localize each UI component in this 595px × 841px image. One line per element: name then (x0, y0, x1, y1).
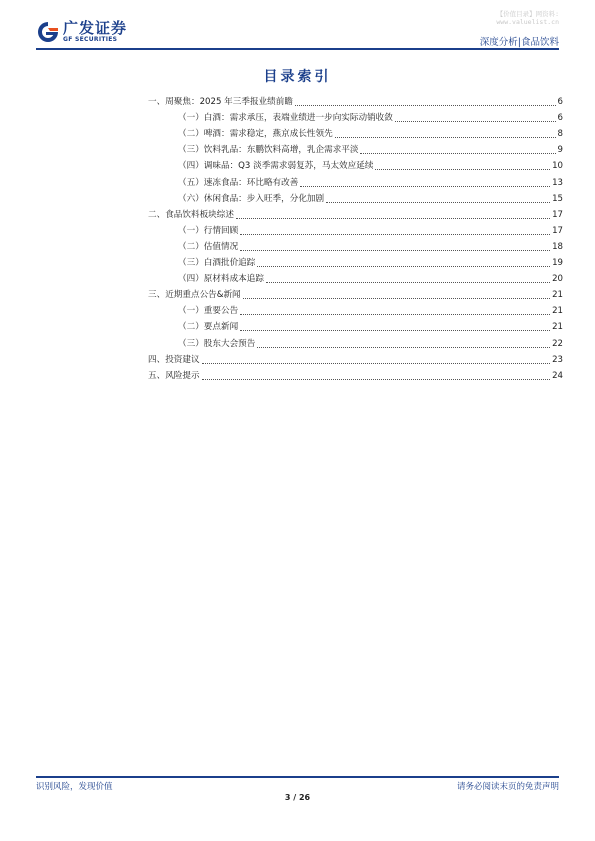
toc-entry-page: 6 (557, 113, 563, 124)
toc-entry-page: 17 (552, 209, 563, 220)
toc-entry[interactable] (148, 205, 563, 221)
toc-entry[interactable] (148, 269, 563, 285)
toc-leader-dots (257, 265, 550, 267)
toc-leader-dots (295, 104, 556, 106)
report-type: 深度分析|食品饮料 (479, 37, 559, 48)
footer-disclaimer: 请务必阅读末页的免责声明 (456, 782, 559, 792)
toc-entry-label: 四、投资建议 (148, 354, 200, 365)
watermark-line-2: www.valuelist.cn (496, 18, 559, 26)
toc-entry-label: （三）股东大会预告 (178, 338, 256, 349)
toc-leader-dots (335, 136, 556, 138)
toc-entry[interactable] (148, 92, 563, 108)
toc-leader-dots (240, 313, 550, 315)
toc-entry-label: （三）饮料乳品：东鹏饮料高增，乳企需求平淡 (178, 145, 359, 156)
toc-entry-label: （一）重要公告 (178, 306, 239, 317)
toc-entry-page: 24 (552, 370, 563, 381)
toc-entry-label: 一、周聚焦：2025 年三季报业绩前瞻 (148, 97, 293, 108)
toc-entry-label: （五）速冻食品：环比略有改善 (178, 177, 299, 188)
toc-entry-page: 17 (552, 225, 563, 236)
toc-entry[interactable] (148, 108, 563, 124)
toc-entry[interactable] (148, 366, 563, 382)
gf-logo-icon (37, 21, 59, 43)
toc-leader-dots (395, 120, 556, 122)
toc-leader-dots (243, 297, 550, 299)
toc-entry[interactable] (148, 333, 563, 349)
toc-entry-page: 21 (552, 306, 563, 317)
toc-entry[interactable] (148, 253, 563, 269)
toc-entry-label: 五、风险提示 (148, 370, 200, 381)
watermark (496, 10, 559, 26)
toc-entry[interactable] (148, 189, 563, 205)
toc-leader-dots (375, 168, 550, 170)
toc-entry-label: （六）休闲食品：步入旺季，分化加剧 (178, 193, 325, 204)
company-logo (37, 20, 127, 44)
toc-entry-label: （二）估值情况 (178, 241, 239, 252)
page-number: 3 / 26 (284, 793, 311, 802)
toc-entry-label: （一）行情回顾 (178, 225, 239, 236)
toc-leader-dots (240, 249, 550, 251)
toc-entry-page: 6 (557, 97, 563, 108)
toc-entry-label: （一）白酒：需求承压，表端业绩进一步向实际动销收敛 (178, 113, 393, 124)
toc-leader-dots (240, 329, 550, 331)
toc-entry-page: 21 (552, 322, 563, 333)
footer-divider (36, 776, 559, 778)
toc-entry[interactable] (148, 156, 563, 172)
toc-entry-page: 15 (552, 193, 563, 204)
page-title: 目录索引 (263, 69, 332, 85)
toc-entry-page: 20 (552, 274, 563, 285)
toc-entry-page: 23 (552, 354, 563, 365)
toc-entry-page: 9 (557, 145, 563, 156)
toc-entry-page: 8 (557, 129, 563, 140)
toc-entry-label: 二、食品饮料板块综述 (148, 209, 234, 220)
watermark-line-1: 【价值目录】网资料: (496, 10, 559, 18)
logo-chinese-name: 广发证券 (63, 19, 128, 37)
toc-entry-label: （二）要点新闻 (178, 322, 239, 333)
toc-entry[interactable] (148, 317, 563, 333)
toc-leader-dots (202, 362, 550, 364)
toc-entry[interactable] (148, 221, 563, 237)
footer-slogan: 识别风险，发现价值 (36, 782, 113, 792)
table-of-contents (148, 92, 563, 382)
toc-entry-page: 13 (552, 177, 563, 188)
toc-leader-dots (266, 281, 550, 283)
toc-entry[interactable] (148, 350, 563, 366)
toc-entry[interactable] (148, 301, 563, 317)
toc-leader-dots (360, 152, 555, 154)
toc-entry[interactable] (148, 237, 563, 253)
toc-entry-label: （四）调味品：Q3 淡季需求弱复苏，马太效应延续 (178, 161, 374, 172)
toc-leader-dots (240, 233, 550, 235)
toc-entry-page: 10 (552, 161, 563, 172)
logo-english-name: GF SECURITIES (63, 36, 118, 43)
toc-entry-label: （三）白酒批价追踪 (178, 258, 256, 269)
toc-entry[interactable] (148, 172, 563, 188)
toc-entry-page: 19 (552, 258, 563, 269)
toc-leader-dots (300, 185, 550, 187)
toc-entry-page: 18 (552, 241, 563, 252)
toc-entry[interactable] (148, 124, 563, 140)
toc-entry-label: 三、近期重点公告&新闻 (148, 290, 241, 301)
toc-leader-dots (202, 378, 550, 380)
toc-leader-dots (326, 201, 550, 203)
toc-leader-dots (257, 346, 550, 348)
toc-entry-page: 21 (552, 290, 563, 301)
toc-entry-page: 22 (552, 338, 563, 349)
toc-entry[interactable] (148, 285, 563, 301)
toc-entry[interactable] (148, 140, 563, 156)
toc-leader-dots (236, 217, 550, 219)
toc-entry-label: （二）啤酒：需求稳定，燕京成长性领先 (178, 129, 333, 140)
toc-entry-label: （四）原材料成本追踪 (178, 274, 264, 285)
header-divider (36, 48, 559, 50)
